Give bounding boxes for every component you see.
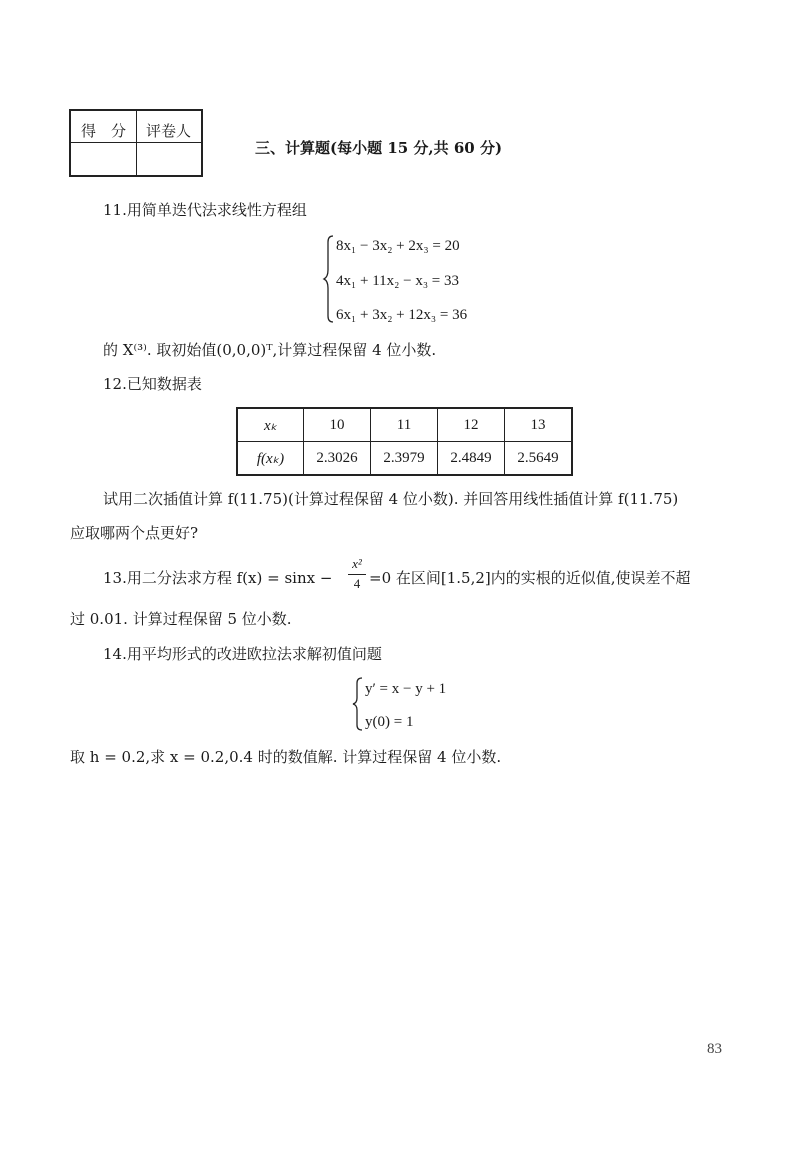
row-header-x: xₖ: [237, 408, 304, 442]
q13-line-2: 过 0.01. 计算过程保留 5 位小数.: [70, 610, 292, 628]
q14-intro: 14.用平均形式的改进欧拉法求解初值问题: [103, 645, 382, 663]
q12-intro: 12.已知数据表: [103, 375, 202, 393]
q11-intro: 11.用简单迭代法求线性方程组: [103, 201, 307, 219]
table-cell: 2.5649: [505, 442, 573, 476]
page-number: 83: [707, 1041, 722, 1057]
q13-line-1-prefix: 13.用二分法求方程 f(x) = sinx −: [103, 569, 333, 587]
score-label: 得 分: [81, 122, 127, 140]
left-brace-icon: [322, 234, 336, 324]
q14-equation-1: y′ = x − y + 1: [365, 681, 447, 697]
q12-line-2: 应取哪两个点更好?: [70, 524, 199, 542]
table-cell: 2.4849: [438, 442, 505, 476]
q11-equation-1: 8x₁ − 3x₂ + 2x₃ = 20: [336, 238, 460, 254]
left-brace-icon: [351, 676, 365, 732]
table-cell: 11: [371, 408, 438, 442]
table-row: [237, 442, 572, 476]
data-table: [236, 407, 573, 476]
table-cell: 12: [438, 408, 505, 442]
q14-equation-2: y(0) = 1: [365, 714, 414, 730]
q11-tail: 的 X⁽³⁾. 取初始值(0,0,0)ᵀ,计算过程保留 4 位小数.: [103, 341, 437, 359]
q14-system: [351, 676, 471, 732]
table-cell: 10: [304, 408, 371, 442]
q14-tail: 取 h = 0.2,求 x = 0.2,0.4 时的数值解. 计算过程保留 4 位小数.: [70, 748, 502, 766]
table-cell: 13: [505, 408, 573, 442]
table-cell: 2.3979: [371, 442, 438, 476]
q12-line-1: 试用二次插值计算 f(11.75)(计算过程保留 4 位小数). 并回答用线性插值计算 f(11.75): [103, 490, 679, 508]
q11-equation-2: 4x₁ + 11x₂ − x₃ = 33: [336, 273, 460, 289]
table-cell: 2.3026: [304, 442, 371, 476]
grader-label: 评卷人: [146, 122, 192, 140]
fraction-denominator: 4: [353, 576, 361, 591]
q13-fraction: [348, 556, 366, 592]
fraction-numerator: x²: [352, 556, 362, 571]
q13-line-1-suffix: =0 在区间[1.5,2]内的实根的近似值,使误差不超: [369, 569, 691, 587]
q11-system: [322, 234, 502, 324]
section-title: 三、计算题(每小题 15 分,共 60 分): [255, 139, 503, 157]
row-header-f: f(xₖ): [237, 442, 304, 476]
q11-equation-3: 6x₁ + 3x₂ + 12x₃ = 36: [336, 307, 468, 323]
table-row: [237, 408, 572, 442]
score-box: [69, 109, 203, 177]
